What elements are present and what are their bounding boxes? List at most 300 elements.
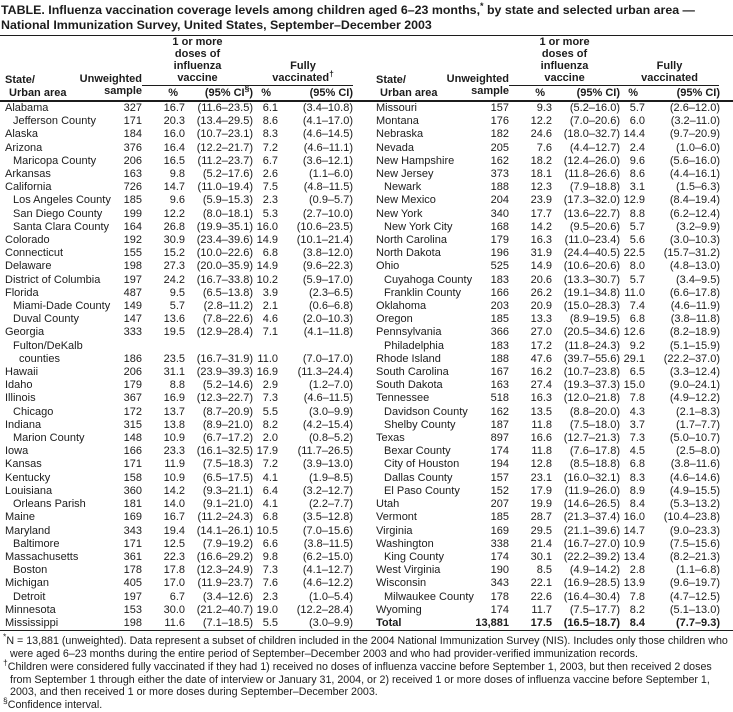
ci-fully-cell: (4.2–15.4) [302,418,354,431]
ci-dose-cell: (19.1–34.8) [563,286,621,299]
ci-fully-cell: (7.5–15.6) [669,537,721,550]
ci-fully-cell: (1.9–8.5) [308,471,354,484]
table-row [0,155,367,168]
col-header-unweighted: Unweighted [79,73,142,85]
ci-dose-cell: (11.8–26.6) [564,168,621,181]
table-row [367,617,733,631]
pct-dose-cell: 16.4 [163,141,185,154]
ci-fully-cell: (4.9–12.2) [669,392,721,405]
area-cell: South Dakota [376,379,443,392]
pct-fully-cell: 7.2 [262,141,278,154]
sample-cell: 167 [490,366,510,379]
table-row [0,340,367,366]
ci-dose-cell: (10.6–20.6) [563,260,621,273]
ci-fully-cell: (3.2–11.0) [670,115,721,128]
pct-dose-cell: 18.2 [530,154,553,167]
pct-fully-cell: 13.9 [623,577,646,590]
pct-dose-cell: 17.0 [163,577,185,590]
ci-dose-cell: (13.4–29.5) [196,115,253,128]
sample-cell: 178 [490,590,510,603]
pct-fully-cell: 9.8 [262,550,278,563]
ci-fully-cell: (9.6–22.3) [302,260,354,273]
table-row [0,234,367,247]
ci-fully-cell: (5.3–13.2) [669,498,721,511]
sample-cell: 206 [123,366,142,379]
pct-fully-cell: 12.9 [623,194,646,207]
table-row [367,260,733,273]
pct-dose-cell: 23.9 [530,194,553,207]
table-row [367,551,733,564]
ci-fully-cell: (5.1–15.9) [669,339,721,352]
ci-fully-cell: (2.1–8.3) [675,405,721,418]
ci-fully-cell: (3.3–12.4) [669,366,721,379]
area-cell: Georgia [5,326,45,339]
sample-cell: 174 [490,445,510,458]
col-header-ci-fully: (95% CI) [278,86,367,101]
area-cell: Nevada [376,141,414,154]
pct-fully-cell: 7.2 [262,458,278,471]
area-cell: Delaware [5,260,52,273]
ci-dose-cell: (8.5–18.8) [569,458,621,471]
table-row [367,419,733,432]
ci-fully-cell: (3.2–12.7) [302,484,354,497]
pct-fully-cell: 7.5 [262,181,278,194]
area-cell: Oklahoma [376,300,427,313]
ci-dose-cell: (16.7–33.8) [196,273,253,286]
pct-dose-cell: 20.9 [530,300,553,313]
ci-dose-cell: (8.8–20.0) [569,405,621,418]
table-header-right [367,36,733,101]
ci-fully-cell: (15.7–31.2) [663,247,721,260]
area-cell: Nebraska [376,128,424,141]
area-cell: Kansas [5,458,42,471]
col-header-unweighted: Unweighted [446,73,510,85]
pct-fully-cell: 8.3 [629,471,646,484]
pct-fully-cell: 7.8 [629,590,646,603]
pct-dose-cell: 5.7 [169,300,185,313]
pct-dose-cell: 12.2 [530,115,553,128]
table-body-right [367,101,733,631]
pct-dose-cell: 16.0 [163,128,185,141]
sample-cell: 174 [490,603,510,616]
table-row [0,564,367,577]
pct-dose-cell: 16.6 [530,432,553,445]
sample-cell: 176 [490,115,510,128]
sample-cell: 169 [123,511,142,524]
footnote-asterisk: *N = 13,881 (unweighted). Data represent a subset of children included in the 2004 National Immunization Survey (NIS). Includes only those children who were aged 6–23 months during the entire period of September–December 2003 and who had provider-verified immunization records. [3,631,728,660]
pct-fully-cell: 4.1 [262,498,278,511]
pct-fully-cell: 29.1 [623,352,646,365]
pct-fully-cell: 6.0 [629,115,646,128]
ci-fully-cell: (1.7–7.7) [675,418,721,431]
area-cell: North Carolina [376,234,447,247]
pct-fully-cell: 7.3 [262,564,278,577]
pct-fully-cell: 16.9 [256,366,278,379]
table-container [0,36,733,631]
ci-fully-cell: (3.6–12.1) [302,154,354,167]
ci-fully-cell: (2.0–10.3) [302,313,354,326]
ci-fully-cell: (3.0–9.9) [278,617,367,631]
ci-fully-cell: (1.5–6.3) [675,181,721,194]
area-cell: Wyoming [376,603,422,616]
ci-fully-cell: (4.8–13.0) [669,260,721,273]
ci-dose-cell: (5.2–16.0) [569,102,621,114]
sample-cell: 190 [490,564,510,577]
pct-fully-cell: 8.6 [629,168,646,181]
ci-dose-cell: (16.9–28.5) [563,577,621,590]
pct-dose-cell: 11.7 [531,603,553,616]
area-cell: Santa Clara County [13,220,109,233]
area-cell: Shelby County [384,418,456,431]
ci-fully-cell: (1.1–6.8) [675,564,721,577]
pct-fully-cell: 5.7 [629,220,646,233]
ci-dose-cell: (12.3–24.9) [196,564,253,577]
table-row [367,432,733,445]
sample-cell: 367 [123,392,142,405]
ci-fully-cell: (6.6–17.8) [669,286,721,299]
table-row [367,326,733,339]
pct-fully-cell: 6.8 [262,511,278,524]
area-cell: City of Houston [384,458,460,471]
table-row [0,392,367,405]
table-row [0,538,367,551]
ci-dose-cell: (20.0–35.9) [196,260,253,273]
sample-cell: 169 [490,524,510,537]
table-row [367,313,733,326]
pct-fully-cell: 7.4 [629,300,646,313]
pct-fully-cell: 8.2 [262,418,278,431]
ci-fully-cell: (3.0–9.9) [308,405,354,418]
pct-dose-cell: 16.3 [530,392,553,405]
sample-cell: 183 [490,273,510,286]
pct-fully-cell: 10.5 [256,524,278,537]
pct-fully-cell: 8.4 [629,498,646,511]
table-row [0,577,367,590]
table-row [0,445,367,458]
table-row [0,419,367,432]
ci-fully-cell: (8.2–18.9) [669,326,721,339]
pct-dose-cell: 9.3 [536,102,553,114]
area-cell: California [5,181,52,194]
ci-dose-cell: (16.6–29.2) [196,550,253,563]
pct-fully-cell: 6.8 [629,313,646,326]
pct-dose-cell: 19.9 [530,498,553,511]
pct-dose-cell: 14.0 [163,498,185,511]
area-cell: New Hampshire [376,154,455,167]
ci-fully-cell: (7.0–17.0) [302,352,354,365]
area-cell: Wisconsin [376,577,427,590]
sample-cell: 199 [123,207,142,220]
sample-cell: 327 [123,102,142,114]
sample-cell: 338 [490,537,510,550]
ci-dose-cell: (23.4–39.6) [196,234,253,247]
ci-fully-cell: (10.6–23.5) [296,220,354,233]
pct-fully-cell: 17.9 [256,445,278,458]
pct-dose-cell: 9.8 [169,168,185,181]
ci-fully-cell: (3.5–12.8) [302,511,354,524]
ci-dose-cell: (3.4–12.6) [202,590,253,603]
area-cell: Minnesota [5,603,56,616]
pct-dose-cell: 16.7 [163,102,185,114]
area-cell: Total [367,617,471,631]
sample-cell: 343 [123,524,142,537]
table-row [367,472,733,485]
pct-fully-cell: 5.6 [629,234,646,247]
ci-fully-cell: (11.3–24.4) [297,366,354,379]
ci-dose-cell: (16.1–32.5) [196,445,253,458]
pct-dose-cell: 23.5 [163,352,185,365]
ci-dose-cell: (8.9–19.5) [569,313,621,326]
pct-dose-cell: 30.9 [163,234,185,247]
pct-fully-cell: 8.6 [262,115,278,128]
table-title [0,0,733,36]
ci-fully-cell: (22.2–37.0) [663,352,721,365]
ci-dose-cell: (9.5–20.6) [569,220,621,233]
sample-cell: 518 [490,392,510,405]
area-cell: Maine [5,511,35,524]
area-cell: Los Angeles County [13,194,111,207]
pct-fully-cell: 9.6 [629,154,646,167]
area-cell: Hawaii [5,366,39,379]
ci-fully-cell: (4.1–17.0) [302,115,354,128]
sample-cell: 205 [490,141,510,154]
pct-dose-cell: 16.9 [163,392,185,405]
pct-dose-cell: 22.1 [530,577,553,590]
ci-fully-cell: (9.0–23.3) [669,524,721,537]
sample-cell: 162 [490,405,510,418]
table-row [367,340,733,353]
pct-dose-cell: 10.9 [163,471,185,484]
pct-fully-cell: 6.7 [262,154,278,167]
pct-dose-cell: 20.3 [163,115,185,128]
ci-fully-cell: (9.0–24.1) [669,379,721,392]
area-cell: New Jersey [376,168,434,181]
pct-fully-cell: 8.4 [620,617,645,631]
sample-cell: 13,881 [471,617,509,631]
ci-dose-cell: (4.4–12.7) [569,141,621,154]
sample-cell: 157 [490,471,510,484]
ci-dose-cell: (21.2–40.7) [196,603,253,616]
table-row [0,221,367,234]
table-row [367,485,733,498]
ci-dose-cell: (16.4–30.4) [563,590,621,603]
ci-dose-cell: (11.0–19.4) [197,181,253,194]
area-cell: Dallas County [384,471,453,484]
sample-cell: 164 [123,220,142,233]
footnote-section: §Confidence interval. [3,695,103,712]
pct-dose-cell: 31.1 [163,366,185,379]
pct-dose-cell: 22.3 [163,550,185,563]
table-row [367,300,733,313]
ci-fully-cell: (2.7–10.0) [302,207,354,220]
ci-dose-cell: (14.1–26.1) [196,524,253,537]
pct-dose-cell: 14.7 [163,181,185,194]
table-row [367,115,733,128]
pct-fully-cell: 10.2 [256,273,278,286]
ci-fully-cell: (11.7–26.5) [297,445,354,458]
area-cell: Boston [13,564,48,577]
pct-dose-cell: 11.8 [531,418,553,431]
area-cell: Idaho [5,379,33,392]
table-row [367,392,733,405]
pct-fully-cell: 14.7 [623,524,646,537]
pct-dose-cell: 17.7 [530,207,553,220]
ci-dose-cell: (16.7–31.9) [196,352,253,365]
area-cell: Vermont [376,511,417,524]
col-header-fully-spanner: Fully vaccinated [620,36,733,86]
ci-dose-cell: (21.1–39.6) [563,524,621,537]
table-row [0,326,367,339]
ci-dose-cell: (6.5–13.8) [202,286,253,299]
sample-cell: 171 [123,458,142,471]
table-row [0,247,367,260]
area-cell: Philadelphia [384,339,444,352]
ci-dose-cell: (11.0–23.4) [564,234,621,247]
area-cell: Davidson County [384,405,468,418]
pct-fully-cell: 7.3 [629,432,646,445]
area-cell: Rhode Island [376,352,441,365]
pct-fully-cell: 4.5 [629,445,646,458]
area-cell: Washington [376,537,434,550]
ci-dose-cell: (24.4–40.5) [563,247,621,260]
area-cell: Milwaukee County [384,590,474,603]
area-cell: New Mexico [376,194,436,207]
pct-dose-cell: 17.9 [530,484,553,497]
ci-dose-cell: (8.0–18.1) [202,207,253,220]
area-cell: Massachusetts [5,550,79,563]
col-header-sample: sample [104,86,142,101]
pct-dose-cell: 8.5 [536,564,553,577]
table-row [0,458,367,471]
ci-dose-cell: (2.8–11.2) [203,300,253,313]
area-cell: South Carolina [376,366,449,379]
pct-dose-cell: 28.7 [530,511,553,524]
table-row [0,208,367,221]
table-row [367,234,733,247]
pct-fully-cell: 19.0 [256,603,278,616]
pct-dose-cell: 24.6 [530,128,553,141]
pct-fully-cell: 4.1 [262,471,278,484]
ci-dose-cell: (5.2–17.6) [202,168,253,181]
area-cell: New York City [384,220,453,233]
ci-fully-cell: (6.2–12.4) [669,207,721,220]
ci-dose-cell: (15.0–28.3) [563,300,621,313]
ci-dose-cell: (9.3–21.1) [202,484,253,497]
table-row [0,181,367,194]
pct-fully-cell: 6.1 [262,102,278,114]
area-cell: Alabama [5,102,49,114]
ci-fully-cell: (4.6–12.2) [302,577,354,590]
pct-fully-cell: 11.0 [624,286,646,299]
sample-cell: 343 [490,577,510,590]
area-cell: Utah [376,498,400,511]
table-row [0,101,367,115]
ci-fully-cell: (9.6–19.7) [669,577,721,590]
ci-fully-cell: (4.6–11.9) [670,300,721,313]
ci-fully-cell: (2.2–7.7) [308,498,354,511]
ci-fully-cell: (9.7–20.9) [669,128,721,141]
area-cell: Pennsylvania [376,326,442,339]
table-row [367,208,733,221]
ci-fully-cell: (0.6–6.8) [308,300,354,313]
table-row [367,511,733,524]
table-row [367,247,733,260]
sample-cell: 174 [490,550,510,563]
pct-fully-cell: 5.5 [262,405,278,418]
table-row [0,128,367,141]
pct-fully-cell: 11.0 [257,352,278,365]
table-row [0,366,367,379]
ci-dose-cell: (16.7–27.0) [563,537,621,550]
sample-cell: 182 [490,128,510,141]
sample-cell: 185 [490,313,510,326]
ci-dose-cell: (12.9–28.4) [196,326,253,339]
sample-cell: 163 [490,379,510,392]
ci-fully-cell: (8.2–21.3) [669,550,721,563]
ci-fully-cell: (4.6–11.5) [303,392,354,405]
area-cell: Illinois [5,392,36,405]
area-cell: District of Columbia [5,273,101,286]
col-header-pct-fully: % [620,86,645,101]
sample-cell: 197 [123,273,142,286]
ci-dose-cell: (6.5–17.5) [202,471,253,484]
col-header-dose-spanner: 1 or more doses of influenza vaccine [142,36,253,86]
sample-cell: 487 [123,286,142,299]
table-row [0,551,367,564]
pct-dose-cell: 17.8 [163,564,185,577]
col-header-sample: sample [471,86,509,101]
pct-dose-cell: 21.4 [530,537,553,550]
pct-fully-cell: 6.4 [262,484,278,497]
area-cell: Kentucky [5,471,51,484]
ci-fully-cell: (1.0–6.0) [675,141,721,154]
sample-cell: 171 [123,537,142,550]
ci-dose-cell: (19.9–35.1) [196,220,253,233]
pct-fully-cell: 16.0 [623,511,646,524]
sample-cell: 726 [123,181,142,194]
table-row [367,366,733,379]
table-row [0,168,367,181]
pct-fully-cell: 5.3 [262,207,278,220]
pct-dose-cell: 17.2 [530,339,553,352]
area-cell: Indiana [5,418,42,431]
pct-fully-cell: 7.3 [262,392,278,405]
col-header-state: State/ [5,74,35,86]
pct-fully-cell: 4.3 [629,405,646,418]
table-row [0,379,367,392]
sample-cell: 186 [123,352,142,365]
area-cell: Tennessee [376,392,430,405]
table-row [0,498,367,511]
area-cell: Detroit [13,590,46,603]
sample-cell: 158 [123,471,142,484]
pct-fully-cell: 5.7 [629,102,646,114]
col-header-dose-spanner: 1 or more doses of influenza vaccine [509,36,620,86]
ci-dose-cell: (39.7–55.6) [563,352,621,365]
sample-cell: 183 [490,339,510,352]
ci-dose-cell: (10.7–23.1) [196,128,253,141]
table-row [0,617,367,631]
table-row [0,604,367,617]
pct-fully-cell: 6.8 [629,458,646,471]
ci-dose-cell: (12.0–21.8) [563,392,621,405]
table-row [0,406,367,419]
table-row [367,525,733,538]
area-cell: Oregon [376,313,413,326]
table-row [367,287,733,300]
area-cell: Louisiana [5,484,53,497]
pct-dose-cell: 26.8 [163,220,185,233]
